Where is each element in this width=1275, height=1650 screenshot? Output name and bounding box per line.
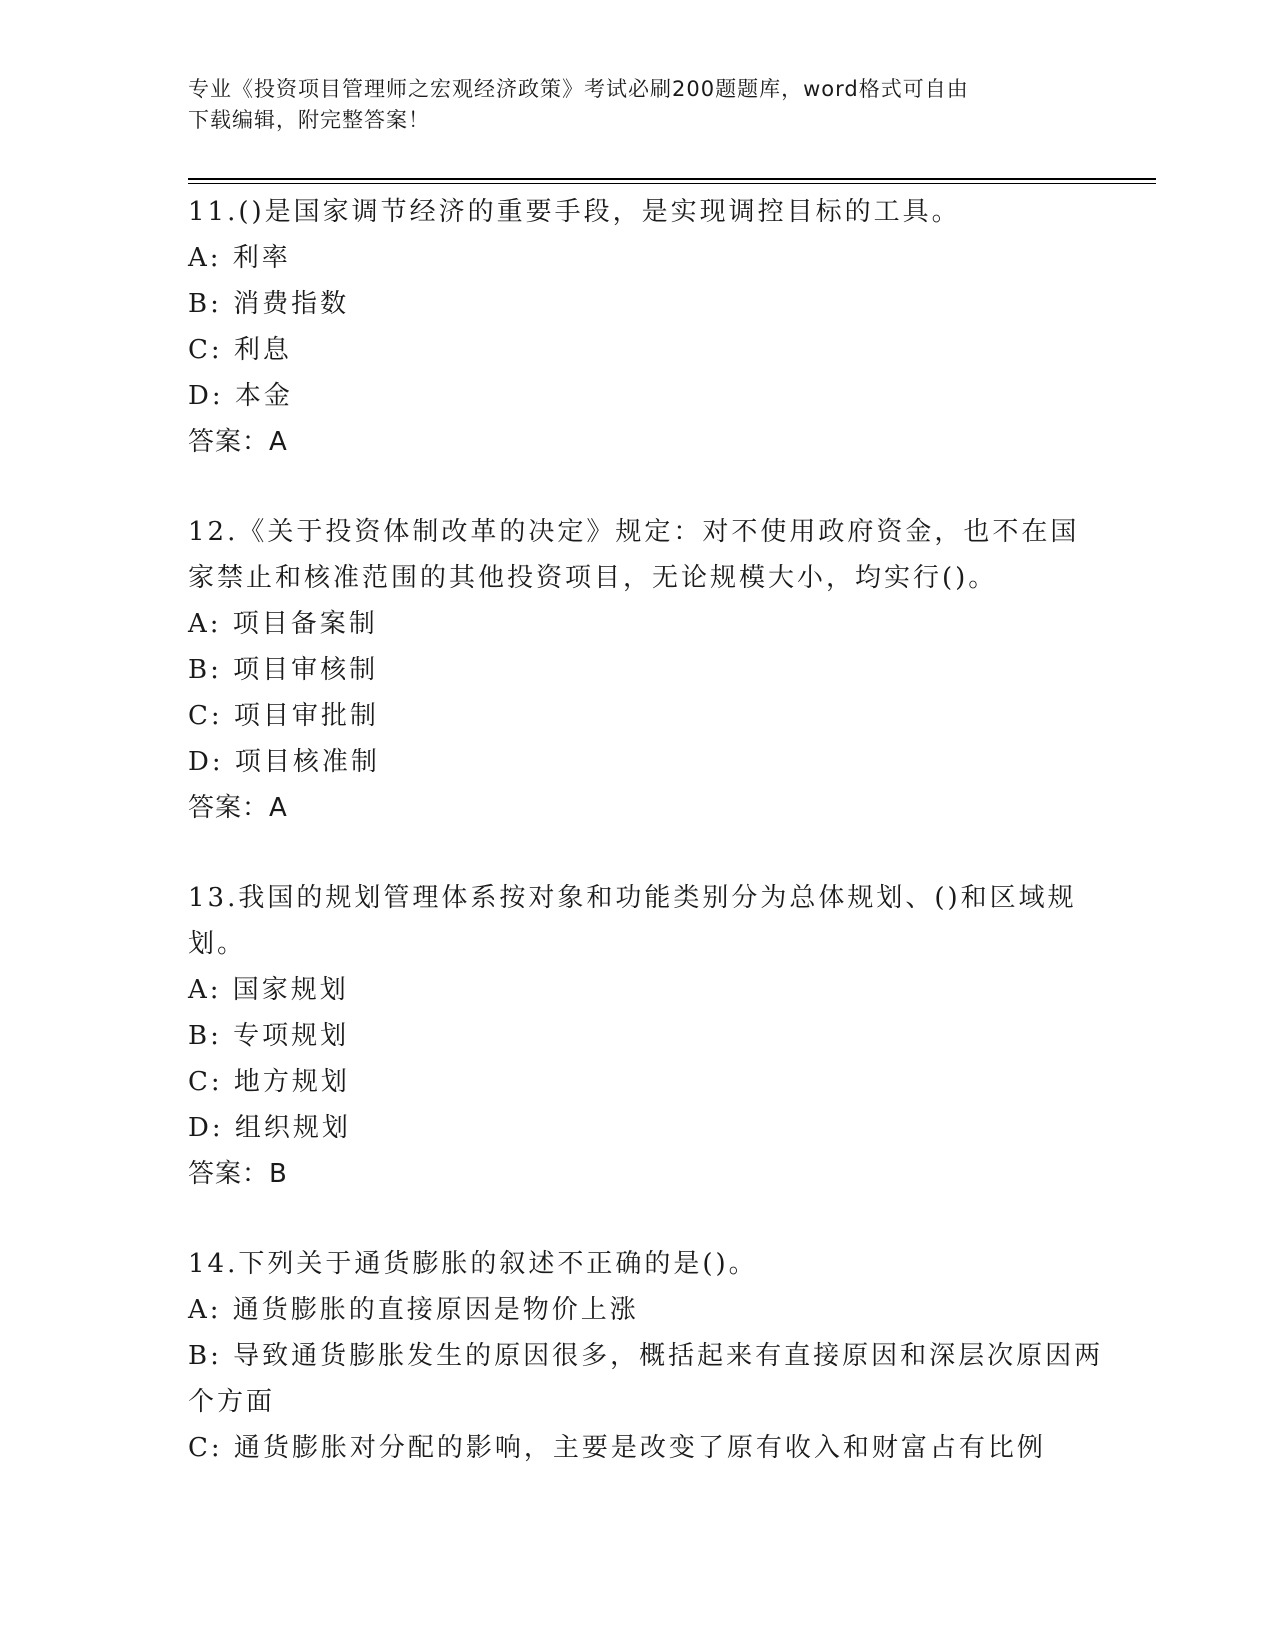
option-d: D: 项目核准制 (188, 747, 380, 777)
question-12 (188, 509, 1108, 831)
option-c: C: 通货膨胀对分配的影响，主要是改变了原有收入和财富占有比例 (188, 1433, 1046, 1463)
answer-line: 答案：B (188, 1159, 288, 1189)
answer-line: 答案：A (188, 427, 288, 457)
question-stem: 11.()是国家调节经济的重要手段，是实现调控目标的工具。 (188, 197, 961, 227)
header-line-1: 专业《投资项目管理师之宏观经济政策》考试必刷200题题库，word格式可自由 (188, 77, 969, 101)
option-c: C: 项目审批制 (188, 701, 379, 731)
document-header (188, 74, 1088, 136)
header-divider-thin (188, 183, 1156, 184)
header-divider-thick (188, 178, 1156, 180)
answer-line: 答案：A (188, 793, 288, 823)
option-a: A: 项目备案制 (188, 609, 378, 639)
question-list (188, 189, 1108, 1515)
option-d: D: 组织规划 (188, 1113, 351, 1143)
question-11 (188, 189, 1108, 465)
question-14 (188, 1241, 1108, 1471)
option-b: B: 导致通货膨胀发生的原因很多，概括起来有直接原因和深层次原因两个方面 (188, 1341, 1104, 1417)
question-stem: 12.《关于投资体制改革的决定》规定：对不使用政府资金，也不在国家禁止和核准范围的其他投资项目，无论规模大小，均实行()。 (188, 517, 1080, 593)
header-line-2: 下载编辑，附完整答案！ (188, 108, 430, 132)
option-d: D: 本金 (188, 381, 293, 411)
question-stem: 13.我国的规划管理体系按对象和功能类别分为总体规划、()和区域规划。 (188, 883, 1077, 959)
option-b: B: 专项规划 (188, 1021, 350, 1051)
option-c: C: 地方规划 (188, 1067, 350, 1097)
question-stem: 14.下列关于通货膨胀的叙述不正确的是()。 (188, 1249, 758, 1279)
option-a: A: 通货膨胀的直接原因是物价上涨 (188, 1295, 639, 1325)
question-13 (188, 875, 1108, 1197)
option-a: A: 国家规划 (188, 975, 349, 1005)
option-b: B: 项目审核制 (188, 655, 379, 685)
option-a: A: 利率 (188, 243, 291, 273)
option-b: B: 消费指数 (188, 289, 350, 319)
option-c: C: 利息 (188, 335, 292, 365)
